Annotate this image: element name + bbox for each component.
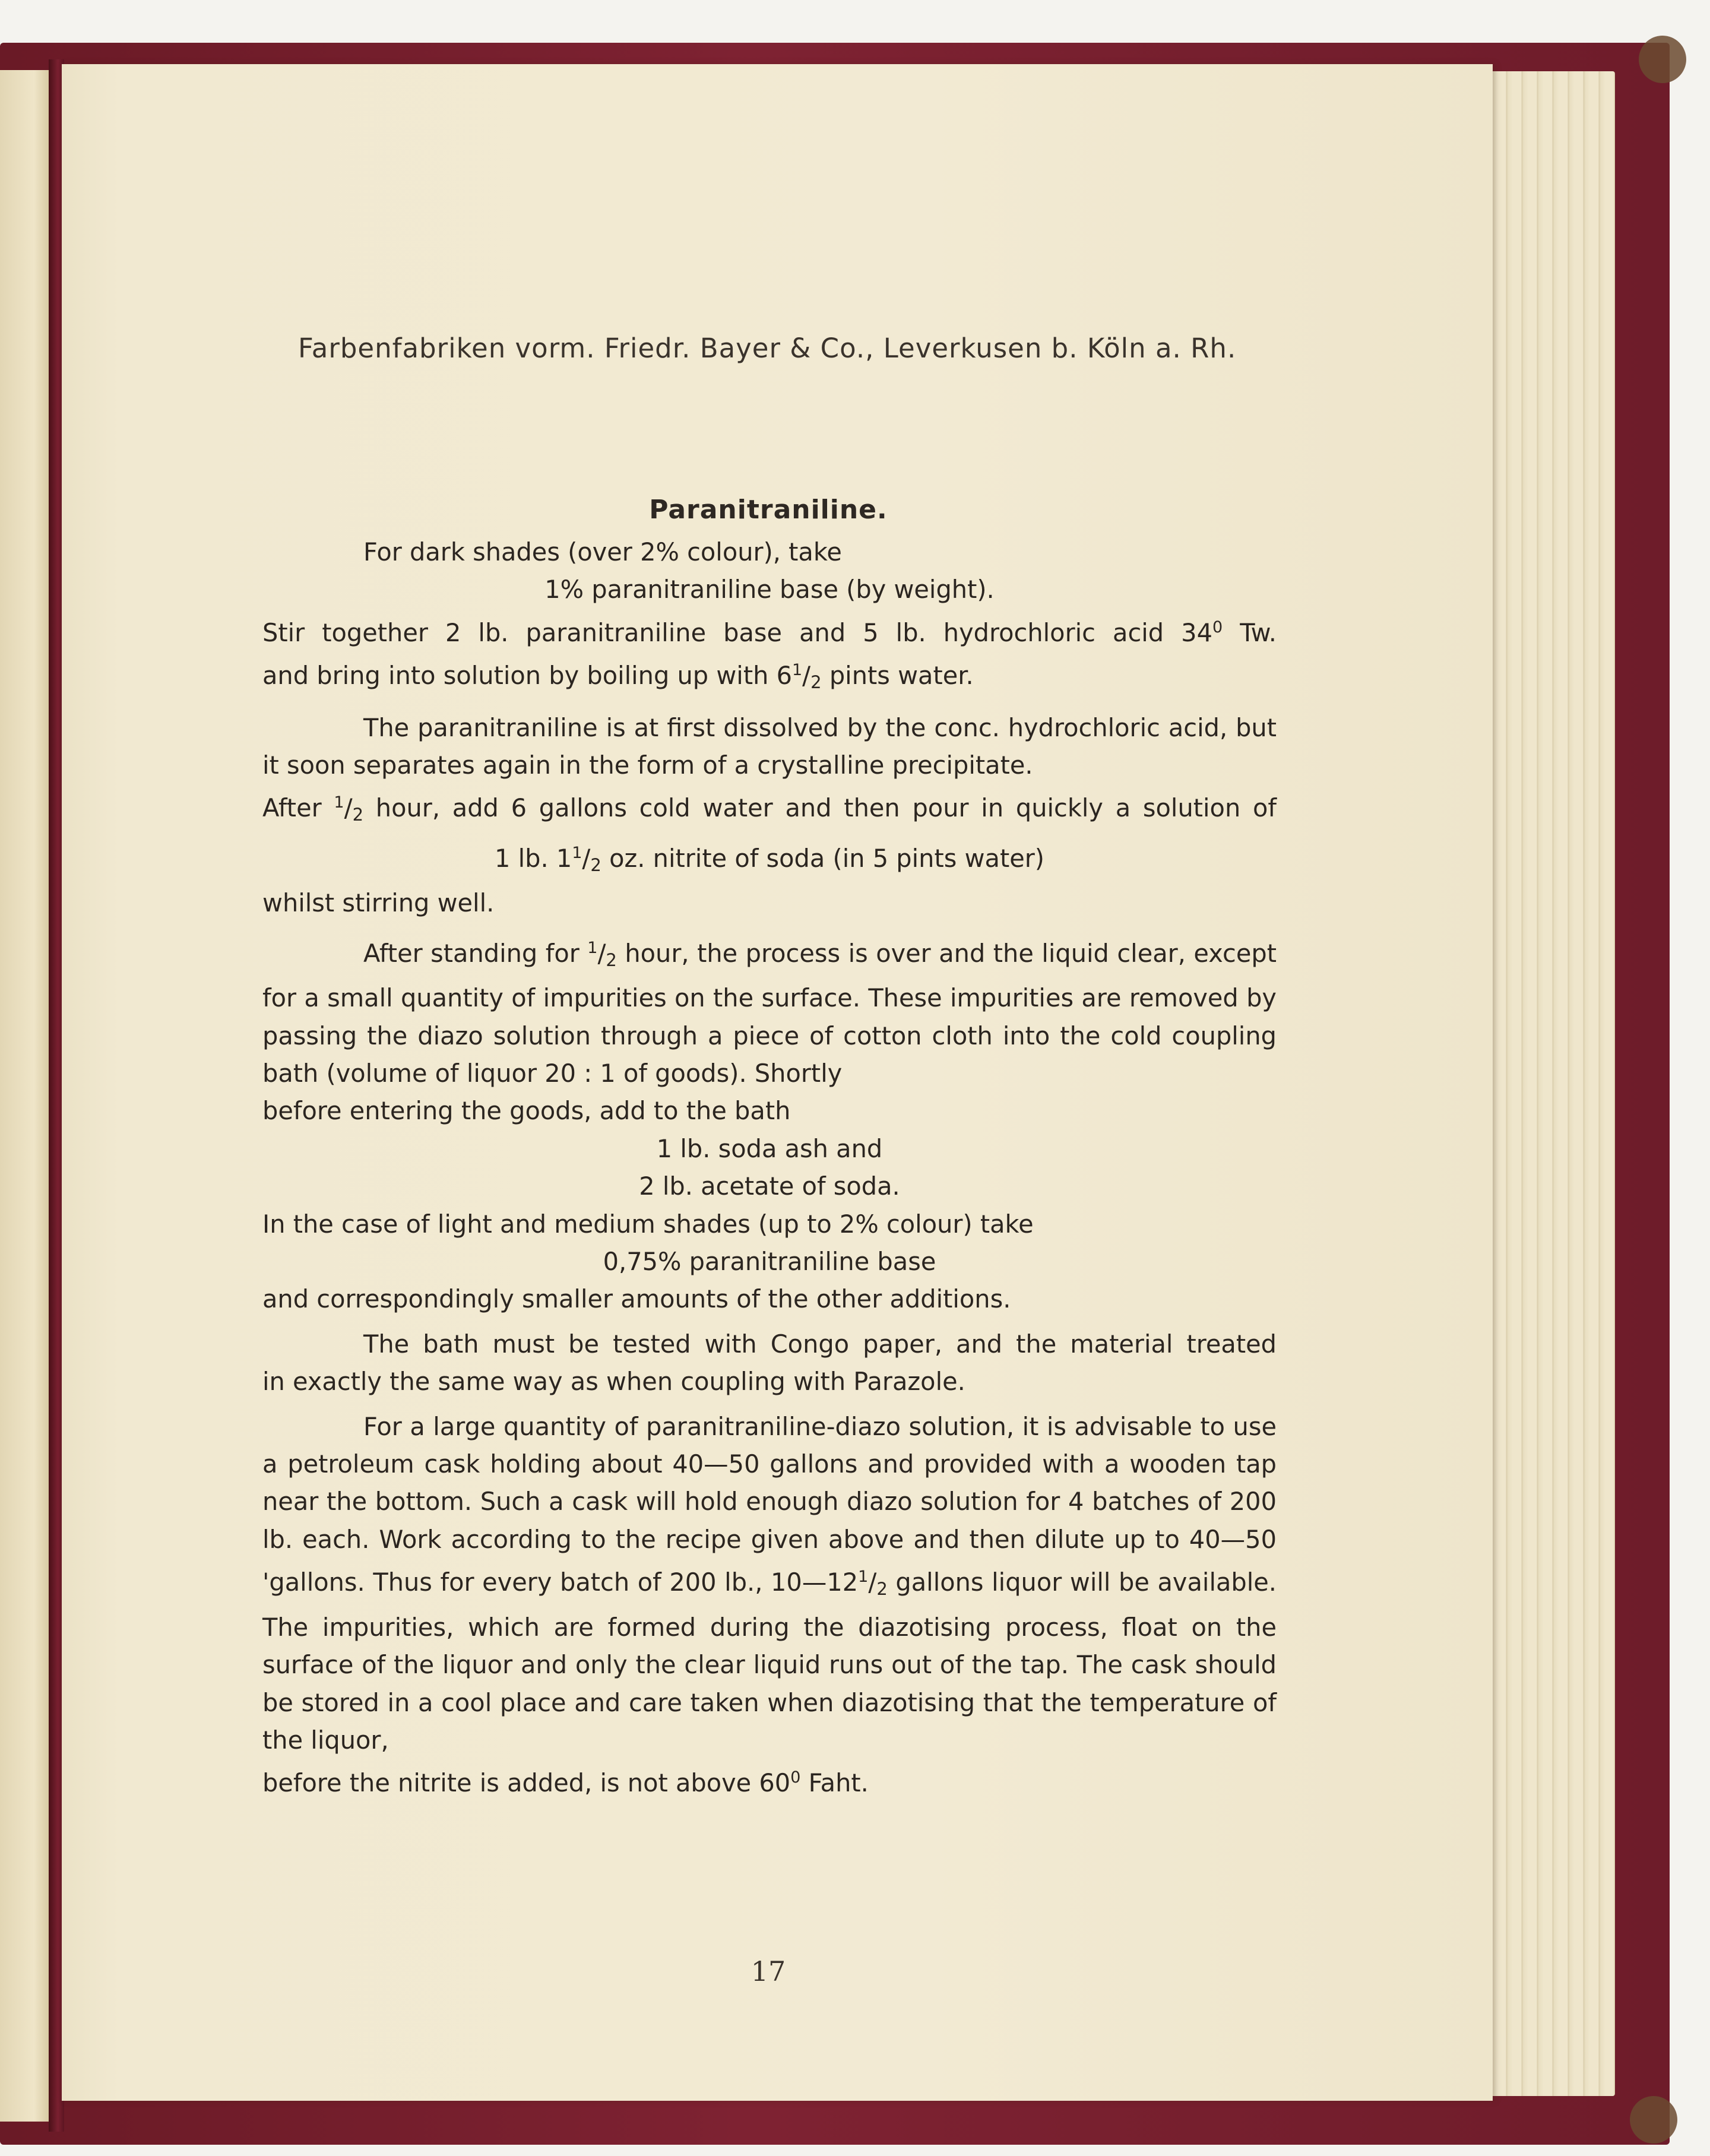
degree-mark: 0 bbox=[790, 1768, 801, 1787]
text-run: pints water. bbox=[821, 660, 974, 690]
cover-corner-top bbox=[1639, 36, 1686, 83]
line-light-medium-shades: In the case of light and medium shades (up to 2% colour) take bbox=[262, 1209, 1034, 1239]
line-whilst-stirring: whilst stirring well. bbox=[262, 888, 495, 918]
text-run: For a large quantity of paranitraniline-diazo solution, it is advisable to use a petroleum cask holding about 40—50 gallons and provided with a wooden tap near the bottom. Such a cask will hold enough diazo solution for 4 batches of 200 lb. each. Work according to the recipe given above and then dilute up to 40—50 'gallons. Thus for every batch of 200 lb., 10—12 bbox=[262, 1411, 1277, 1597]
page-number: 17 bbox=[750, 1955, 786, 1987]
text-run: 1 lb. 1 bbox=[494, 843, 572, 873]
line-before-entering: before entering the goods, add to the bath bbox=[262, 1096, 791, 1126]
text-run: hour, add 6 gallons cold water and then pour in quickly a solution of bbox=[363, 793, 1277, 823]
text-run: After bbox=[262, 793, 334, 823]
text-run: hour, the process is over and the liquid clear, except for a small quantity of impurities on the surface. These impurities are removed by passing the diazo solution through a piece of cotton cloth into the cold coupling bath (volume of liquor 20 : 1 of goods). Shortly bbox=[262, 938, 1277, 1088]
fraction-num: 1 bbox=[587, 938, 598, 957]
text-run: Faht. bbox=[800, 1768, 869, 1798]
fraction-den: 2 bbox=[590, 854, 601, 875]
line-bring-into-solution bbox=[262, 651, 1277, 701]
line-after-half-hour bbox=[262, 784, 1277, 834]
fraction-num: 1 bbox=[572, 843, 582, 862]
line-congo-paper: The bath must be tested with Congo paper, and the material treated bbox=[363, 1329, 1277, 1359]
fraction-num: 1 bbox=[334, 793, 344, 812]
fraction-slash: / bbox=[802, 660, 811, 690]
line-acetate-of-soda: 2 lb. acetate of soda. bbox=[639, 1172, 900, 1201]
line-paranitraniline-1pct: 1% paranitraniline base (by weight). bbox=[544, 575, 995, 604]
line-soda-ash: 1 lb. soda ash and bbox=[656, 1134, 883, 1163]
text-run: gallons liquor will be available. The impurities, which are formed during the diazotising process, float on the surface of the liquor and only the clear liquid runs out of the tap. The cask should be stored in a cool place and care taken when diazotising that the temperature of the liquor, bbox=[262, 1568, 1277, 1755]
line-before-nitrite bbox=[262, 1759, 1277, 1802]
text-run: After standing for bbox=[363, 938, 588, 968]
paragraph-after-standing bbox=[262, 929, 1277, 1093]
line-075-pct-base: 0,75% paranitraniline base bbox=[603, 1247, 936, 1277]
fraction-slash: / bbox=[868, 1568, 877, 1597]
fraction-slash: / bbox=[597, 938, 606, 968]
fraction-den: 2 bbox=[606, 949, 617, 970]
book-page bbox=[62, 64, 1493, 2101]
degree-mark: 0 bbox=[1212, 618, 1223, 637]
paragraph-dissolved: The paranitraniline is at first dissolved by the conc. hydrochloric acid, but it soon separates again in the form of a crystalline precipitate. bbox=[262, 713, 1277, 780]
fraction-slash: / bbox=[582, 843, 591, 873]
fraction-slash: / bbox=[344, 793, 353, 823]
fraction-den: 2 bbox=[810, 672, 822, 693]
line-exactly-same-way: in exactly the same way as when coupling with Parazole. bbox=[262, 1367, 965, 1397]
line-correspondingly: and correspondingly smaller amounts of the other additions. bbox=[262, 1284, 1011, 1314]
text-run: and bring into solution by boiling up with 6 bbox=[262, 660, 792, 690]
running-head: Farbenfabriken vorm. Friedr. Bayer & Co., Leverkusen b. Köln a. Rh. bbox=[298, 333, 1237, 364]
line-stir-together bbox=[262, 609, 1277, 651]
cover-corner-bottom bbox=[1630, 2096, 1677, 2144]
line-nitrite-of-soda bbox=[262, 834, 1277, 884]
left-page-edge bbox=[0, 70, 49, 2122]
fraction-den: 2 bbox=[876, 1579, 888, 1600]
line-dark-shades: For dark shades (over 2% colour), take bbox=[363, 537, 842, 566]
section-title: Paranitraniline. bbox=[649, 495, 888, 525]
text-run: Tw. bbox=[1223, 618, 1277, 647]
fraction-den: 2 bbox=[352, 805, 364, 825]
fraction-num: 1 bbox=[858, 1568, 869, 1587]
fraction-num: 1 bbox=[792, 661, 803, 680]
text-run: Stir together 2 lb. paranitraniline base and 5 lb. hydrochloric acid 34 bbox=[262, 618, 1212, 647]
text-run: oz. nitrite of soda (in 5 pints water) bbox=[601, 843, 1044, 873]
text-run: before the nitrite is added, is not above 60 bbox=[262, 1768, 791, 1798]
body-text bbox=[262, 533, 1277, 1802]
paragraph-large-quantity bbox=[262, 1408, 1277, 1759]
